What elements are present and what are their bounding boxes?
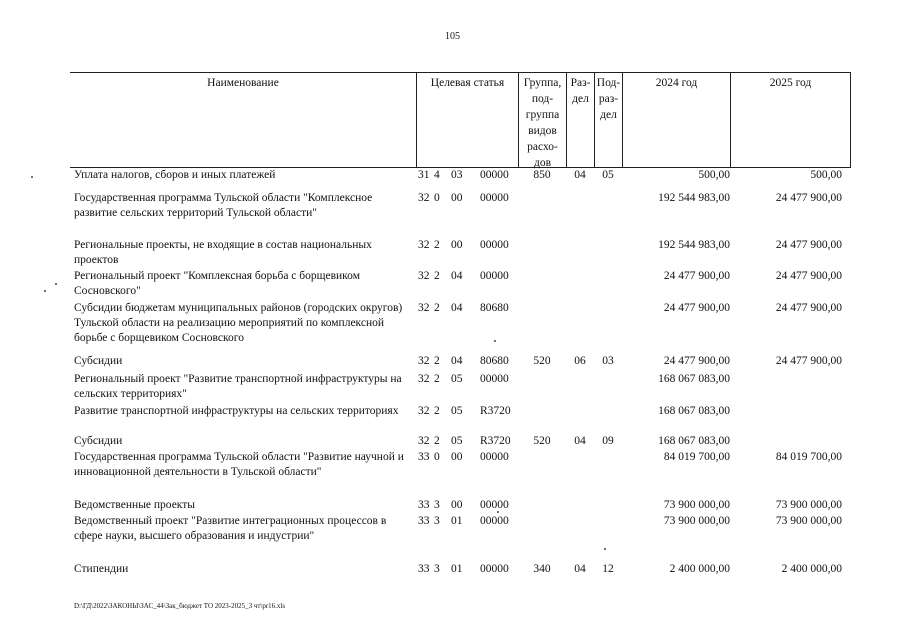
row-cs2: 3 — [434, 563, 440, 575]
row-cs1: 32 — [418, 373, 430, 385]
row-cs4: 80680 — [480, 302, 509, 314]
row-name: Региональный проект "Комплексная борьба с борщевиком Сосновского" — [74, 270, 360, 297]
row-year-2024: 500,00 — [698, 169, 730, 181]
row-year-2025: 24 477 900,00 — [775, 302, 842, 314]
row-year-2024: 24 477 900,00 — [663, 270, 730, 282]
row-cs4: R3720 — [480, 405, 511, 417]
row-cs4: 00000 — [480, 515, 509, 527]
row-year-2024: 24 477 900,00 — [663, 355, 730, 367]
row-cs1: 33 — [418, 563, 430, 575]
header-group-line: дов — [533, 157, 552, 169]
header-section-line: Раз- — [570, 77, 591, 89]
row-cs3: 04 — [451, 355, 463, 367]
row-cs3: 05 — [451, 435, 463, 447]
row-cs1: 32 — [418, 405, 430, 417]
page-number: 105 — [445, 31, 460, 42]
header-year-2024: 2024 год — [622, 73, 730, 167]
header-subsection-line: дел — [600, 109, 617, 121]
row-section: 04 — [574, 169, 586, 181]
row-cs2: 3 — [434, 515, 440, 527]
header-section — [566, 73, 594, 167]
row-year-2025: 73 900 000,00 — [775, 515, 842, 527]
row-cs2: 0 — [434, 451, 440, 463]
row-year-2024: 2 400 000,00 — [669, 563, 730, 575]
row-cs1: 32 — [418, 435, 430, 447]
row-cs1: 33 — [418, 499, 430, 511]
header-subsection-line: Под- — [596, 77, 621, 89]
row-name: Ведомственный проект "Развитие интеграционных процессов в сфере науки, высшего образования и индустрии" — [74, 515, 387, 542]
row-name: Субсидии — [74, 435, 123, 447]
row-year-2025: 500,00 — [810, 169, 842, 181]
row-year-2024: 73 900 000,00 — [663, 515, 730, 527]
row-group: 340 — [533, 563, 551, 575]
row-section: 06 — [574, 355, 586, 367]
row-name: Уплата налогов, сборов и иных платежей — [74, 169, 276, 181]
row-group: 520 — [533, 435, 551, 447]
row-name: Стипендии — [74, 563, 129, 575]
row-cs3: 05 — [451, 373, 463, 385]
row-cs3: 01 — [451, 515, 463, 527]
row-cs2: 2 — [434, 373, 440, 385]
row-year-2024: 192 544 983,00 — [658, 192, 730, 204]
row-cs1: 32 — [418, 239, 430, 251]
header-group-line: под- — [531, 93, 554, 105]
row-group: 850 — [533, 169, 551, 181]
scan-speck — [55, 283, 57, 285]
row-cs2: 2 — [434, 239, 440, 251]
row-year-2024: 168 067 083,00 — [658, 405, 730, 417]
row-name: Государственная программа Тульской области "Развитие научной и инновационной деятельности в Тульской области" — [74, 451, 404, 478]
header-section-line: дел — [572, 93, 589, 105]
row-name: Субсидии — [74, 355, 123, 367]
row-cs4: 00000 — [480, 239, 509, 251]
row-cs2: 2 — [434, 270, 440, 282]
row-cs2: 2 — [434, 435, 440, 447]
header-group — [518, 73, 566, 167]
row-cs3: 00 — [451, 192, 463, 204]
row-cs2: 2 — [434, 302, 440, 314]
row-subsection: 03 — [602, 355, 614, 367]
row-cs4: 00000 — [480, 192, 509, 204]
row-cs3: 00 — [451, 239, 463, 251]
table-header — [70, 72, 851, 168]
row-name: Ведомственные проекты — [74, 499, 195, 511]
scan-speck — [31, 176, 33, 178]
row-cs4: 00000 — [480, 451, 509, 463]
row-year-2025: 24 477 900,00 — [775, 239, 842, 251]
row-subsection: 12 — [602, 563, 614, 575]
row-name: Региональные проекты, не входящие в состав национальных проектов — [74, 239, 372, 266]
row-cs4: 00000 — [480, 373, 509, 385]
row-cs2: 0 — [434, 192, 440, 204]
scan-speck — [604, 548, 606, 550]
row-year-2025: 73 900 000,00 — [775, 499, 842, 511]
row-cs2: 4 — [434, 169, 440, 181]
row-cs3: 00 — [451, 451, 463, 463]
row-name: Государственная программа Тульской области "Комплексное развитие сельских территорий Тульской области" — [74, 192, 373, 219]
row-cs1: 33 — [418, 451, 430, 463]
row-year-2024: 24 477 900,00 — [663, 302, 730, 314]
row-subsection: 09 — [602, 435, 614, 447]
row-cs3: 03 — [451, 169, 463, 181]
row-name: Региональный проект "Развитие транспортной инфраструктуры на сельских территориях" — [74, 373, 402, 400]
row-cs4: 80680 — [480, 355, 509, 367]
row-cs2: 3 — [434, 499, 440, 511]
row-cs3: 01 — [451, 563, 463, 575]
scan-speck — [497, 511, 499, 513]
row-name: Субсидии бюджетам муниципальных районов (городских округов) Тульской области на реализацию мероприятий по комплексной борьбе с борщевиком Сосновского — [74, 302, 403, 344]
row-cs1: 33 — [418, 515, 430, 527]
row-year-2024: 84 019 700,00 — [663, 451, 730, 463]
header-group-line: видов — [528, 125, 557, 137]
row-year-2024: 168 067 083,00 — [658, 435, 730, 447]
row-year-2025: 24 477 900,00 — [775, 355, 842, 367]
row-year-2024: 73 900 000,00 — [663, 499, 730, 511]
row-section: 04 — [574, 563, 586, 575]
row-cs4: 00000 — [480, 270, 509, 282]
row-cs1: 32 — [418, 355, 430, 367]
row-cs4: 00000 — [480, 499, 509, 511]
row-cs1: 32 — [418, 192, 430, 204]
row-cs2: 2 — [434, 405, 440, 417]
row-name: Развитие транспортной инфраструктуры на сельских территориях — [74, 405, 399, 417]
header-subsection-line: раз- — [598, 93, 619, 105]
footer-file-path: D:\ГД\2022\ЗАКОНЫ\ЗАС_44\Зак_бюджет ТО 2023-2025_3 чт\pr16.xls — [74, 602, 286, 610]
row-cs3: 04 — [451, 270, 463, 282]
row-subsection: 05 — [602, 169, 614, 181]
row-section: 04 — [574, 435, 586, 447]
row-group: 520 — [533, 355, 551, 367]
scan-speck — [494, 340, 496, 342]
header-name: Наименование — [207, 77, 279, 89]
row-year-2024: 168 067 083,00 — [658, 373, 730, 385]
row-cs1: 32 — [418, 302, 430, 314]
row-cs4: 00000 — [480, 563, 509, 575]
row-cs3: 04 — [451, 302, 463, 314]
row-year-2025: 24 477 900,00 — [775, 270, 842, 282]
row-year-2025: 84 019 700,00 — [775, 451, 842, 463]
header-subsection — [594, 73, 622, 167]
row-cs2: 2 — [434, 355, 440, 367]
row-year-2025: 2 400 000,00 — [781, 563, 842, 575]
header-target-article: Целевая статья — [416, 73, 518, 167]
scan-speck — [44, 290, 46, 292]
header-group-line: Группа, — [523, 77, 562, 89]
row-cs4: 00000 — [480, 169, 509, 181]
row-cs4: R3720 — [480, 435, 511, 447]
row-year-2024: 192 544 983,00 — [658, 239, 730, 251]
header-year-2025: 2025 год — [730, 73, 851, 167]
row-cs1: 32 — [418, 270, 430, 282]
header-group-line: расхо- — [527, 141, 558, 153]
row-cs1: 31 — [418, 169, 430, 181]
row-year-2025: 24 477 900,00 — [775, 192, 842, 204]
header-group-line: группа — [525, 109, 560, 121]
row-cs3: 05 — [451, 405, 463, 417]
row-cs3: 00 — [451, 499, 463, 511]
